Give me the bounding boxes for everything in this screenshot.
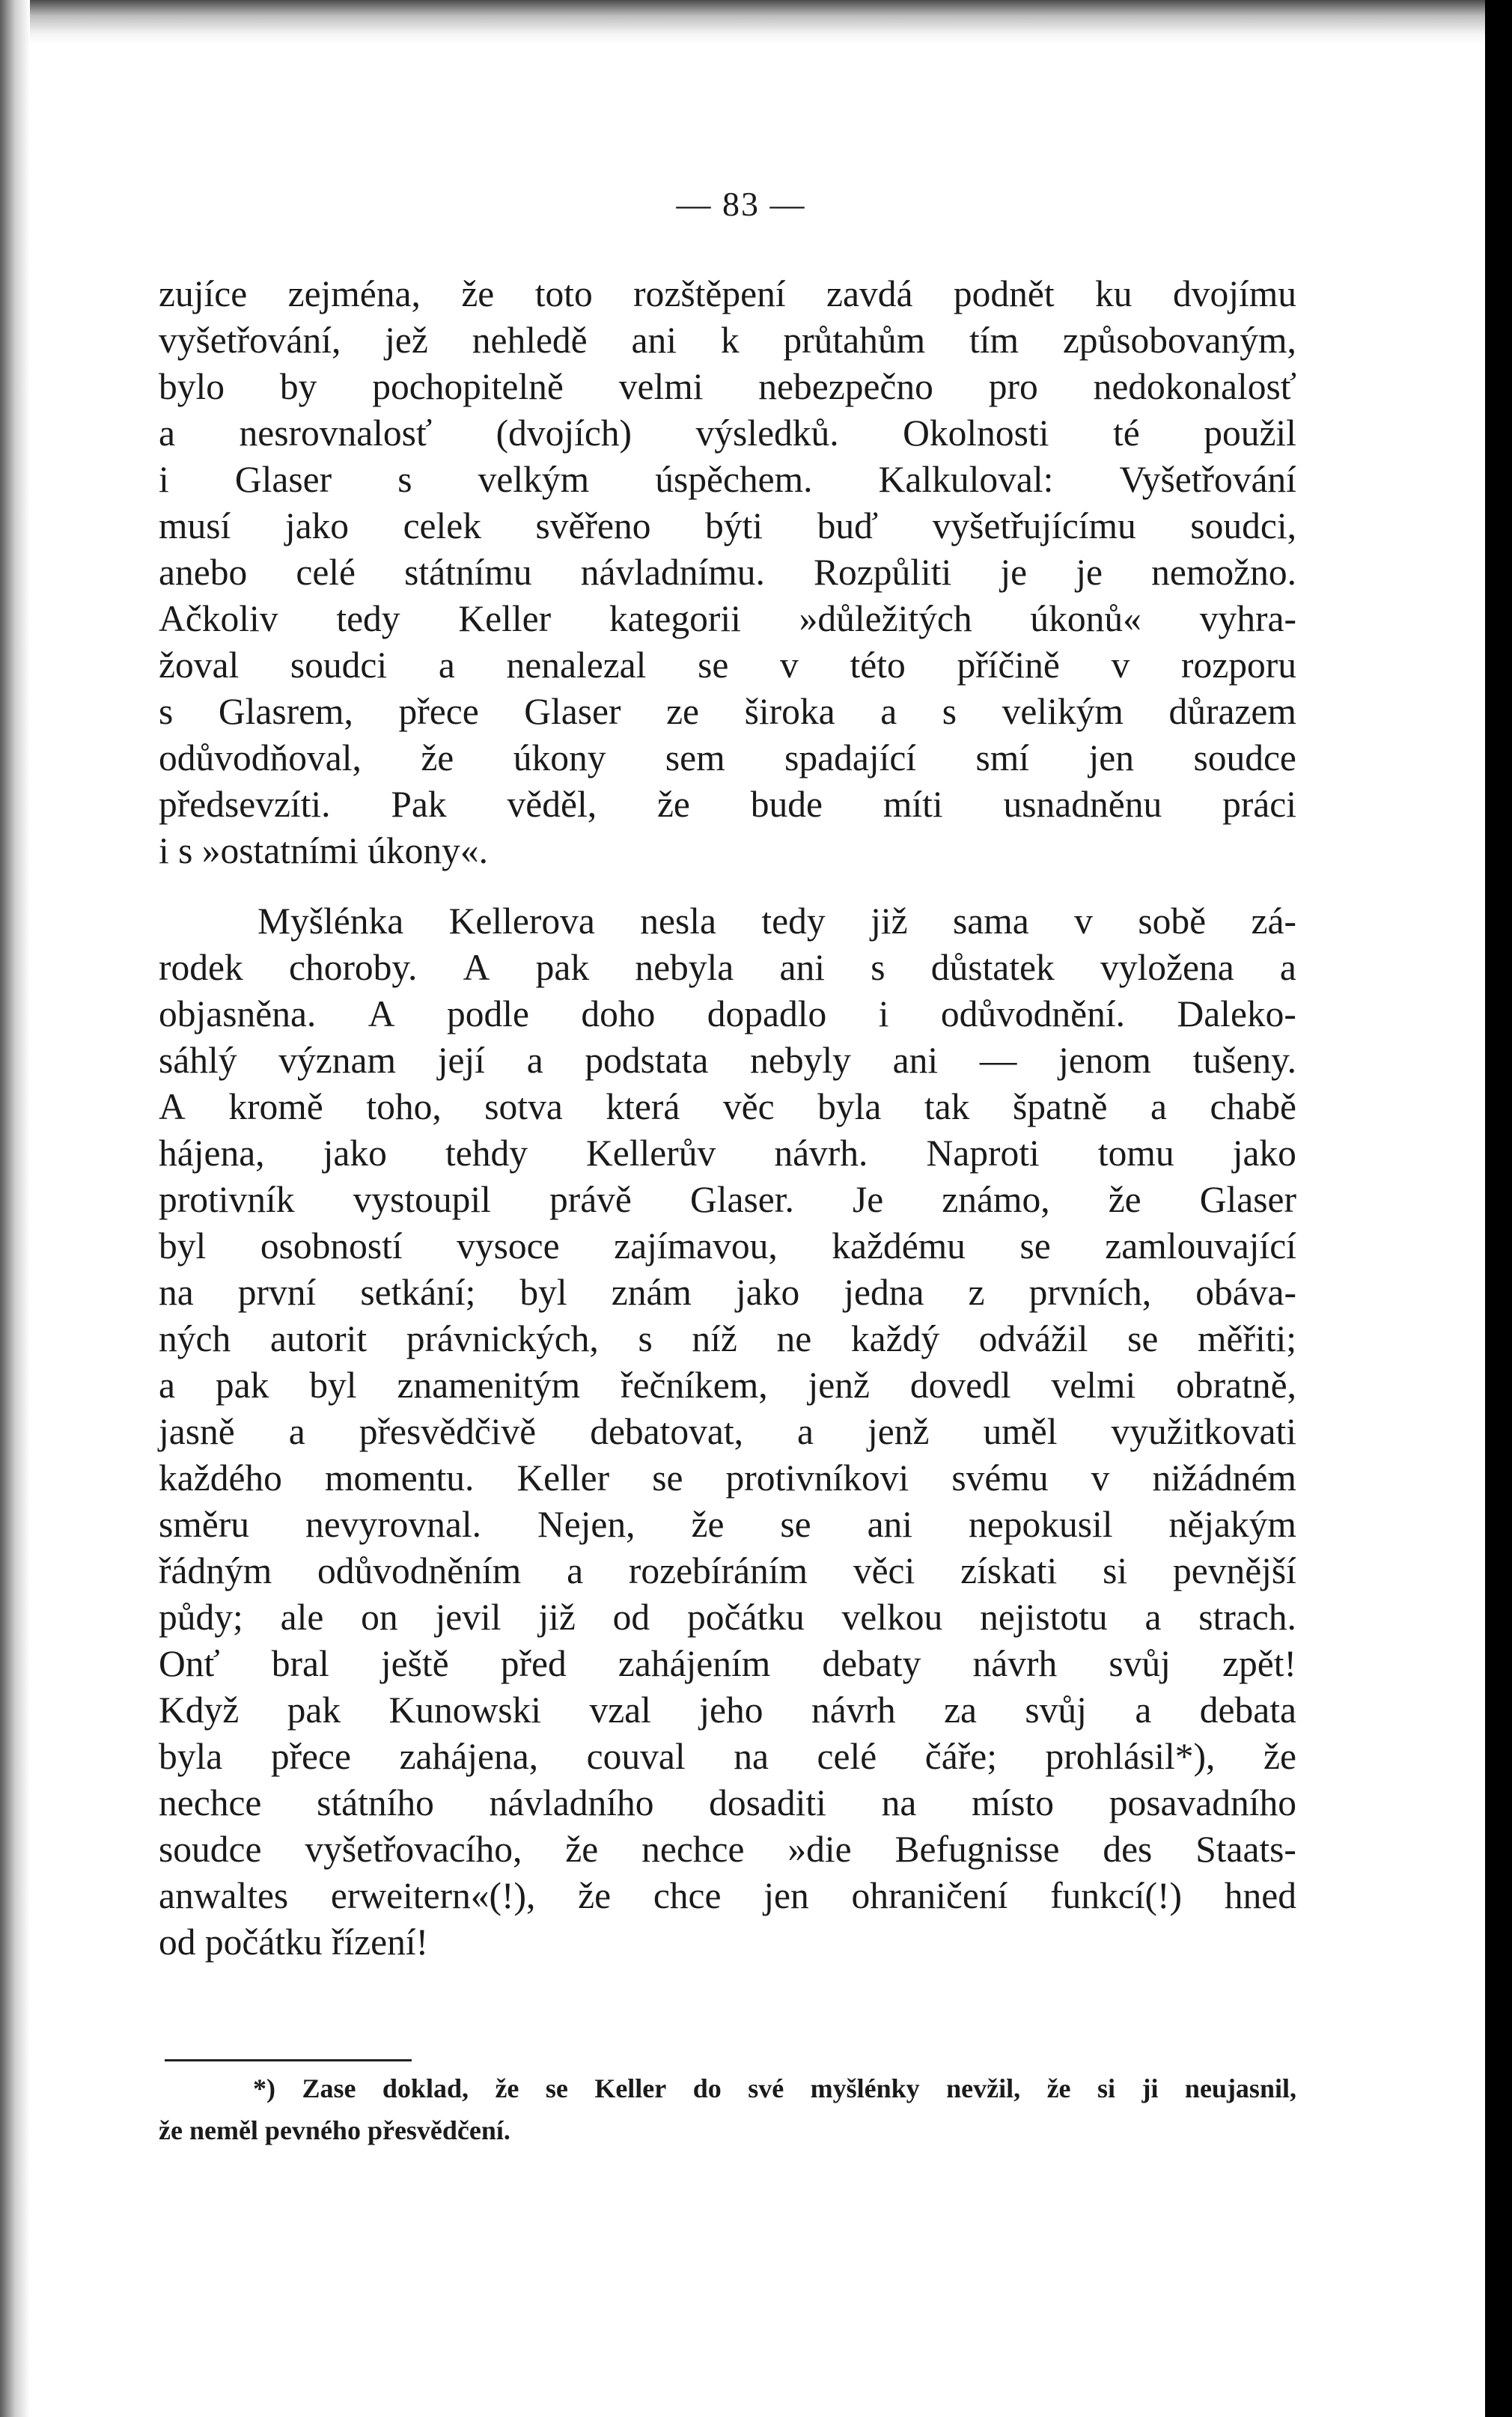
text-line: bylo by pochopitelně velmi nebezpečno pro nedokonalosť	[159, 366, 1296, 407]
footnote-divider	[165, 2059, 412, 2061]
scan-border-top	[0, 0, 1512, 45]
text-line: ných autorit právnických, s níž ne každý odvážil se měřiti;	[159, 1318, 1296, 1359]
scan-border-right	[1485, 0, 1512, 2417]
text-line: sáhlý význam její a podstata nebyly ani — jenom tušeny.	[159, 1040, 1296, 1081]
footnote	[159, 2067, 1296, 2151]
text-line: a pak byl znamenitým řečníkem, jenž dovedl velmi obratně,	[159, 1365, 1296, 1406]
text-line: předsevzíti. Pak věděl, že bude míti usnadněnu práci	[159, 784, 1296, 825]
text-line: A kromě toho, sotva která věc byla tak špatně a chabě	[159, 1086, 1296, 1127]
footnote-line: že neměl pevného přesvědčení.	[159, 2115, 510, 2145]
text-line: a nesrovnalosť (dvojích) výsledků. Okolnosti té použil	[159, 412, 1296, 454]
text-line: Onť bral ještě před zahájením debaty návrh svůj zpět!	[159, 1643, 1296, 1684]
text-line: i s »ostatními úkony«.	[159, 830, 489, 871]
text-line: musí jako celek svěřeno býti buď vyšetřujícímu soudci,	[159, 505, 1296, 546]
text-line: soudce vyšetřovacího, že nechce »die Befugnisse des Staats-	[159, 1829, 1296, 1870]
text-line: od počátku řízení!	[159, 1921, 429, 1963]
text-line: byl osobností vysoce zajímavou, každému se zamlouvající	[159, 1225, 1296, 1267]
page-number: — 83 —	[676, 185, 806, 223]
text-line: půdy; ale on jevil již od počátku velkou nejistotu a strach.	[159, 1597, 1296, 1638]
text-line: odůvodňoval, že úkony sem spadající smí jen soudce	[159, 737, 1296, 778]
text-line: nechce státního návladního dosaditi na místo posavadního	[159, 1782, 1296, 1823]
text-line: vyšetřování, jež nehledě ani k průtahům tím způsobovaným,	[159, 320, 1296, 361]
text-line: směru nevyrovnal. Nejen, že se ani nepokusil nějakým	[159, 1504, 1296, 1545]
text-line: anebo celé státnímu návladnímu. Rozpůliti je je nemožno.	[159, 552, 1296, 593]
text-line: Ačkoliv tedy Keller kategorii »důležitých úkonů« vyhra-	[159, 598, 1296, 639]
text-line: jasně a přesvědčivě debatovat, a jenž uměl využitkovati	[159, 1411, 1296, 1452]
body-text	[159, 271, 1296, 1966]
text-line: Když pak Kunowski vzal jeho návrh za svůj a debata	[159, 1689, 1296, 1731]
text-line: Myšlénka Kellerova nesla tedy již sama v sobě zá-	[257, 900, 1296, 942]
text-line: i Glaser s velkým úspěchem. Kalkuloval: Vyšetřování	[159, 459, 1296, 500]
text-line: hájena, jako tehdy Kellerův návrh. Naproti tomu jako	[159, 1133, 1296, 1174]
text-line: zujíce zejména, že toto rozštěpení zavdá podnět ku dvojímu	[159, 273, 1296, 314]
text-line: anwaltes erweitern«(!), že chce jen ohraničení funkcí(!) hned	[159, 1875, 1296, 1916]
text-line: protivník vystoupil právě Glaser. Je známo, že Glaser	[159, 1179, 1296, 1220]
text-line: žoval soudci a nenalezal se v této příčině v rozporu	[159, 644, 1296, 686]
paragraph-gap	[159, 874, 1296, 898]
text-line: objasněna. A podle doho dopadlo i odůvodnění. Daleko-	[159, 993, 1296, 1034]
text-line: na první setkání; byl znám jako jedna z prvních, obáva-	[159, 1272, 1296, 1313]
text-line: s Glasrem, přece Glaser ze široka a s velikým důrazem	[159, 691, 1296, 732]
text-line: každého momentu. Keller se protivníkovi svému v nižádném	[159, 1457, 1296, 1499]
text-line: rodek choroby. A pak nebyla ani s důstatek vyložena a	[159, 947, 1296, 988]
scan-border-left	[0, 0, 30, 2417]
text-line: řádným odůvodněním a rozebíráním věci získati si pevnější	[159, 1550, 1296, 1591]
footnote-line: *) Zase doklad, že se Keller do své myšlénky nevžil, že si ji neujasnil,	[253, 2073, 1296, 2103]
text-line: byla přece zahájena, couval na celé čáře; prohlásil*), že	[159, 1736, 1296, 1777]
